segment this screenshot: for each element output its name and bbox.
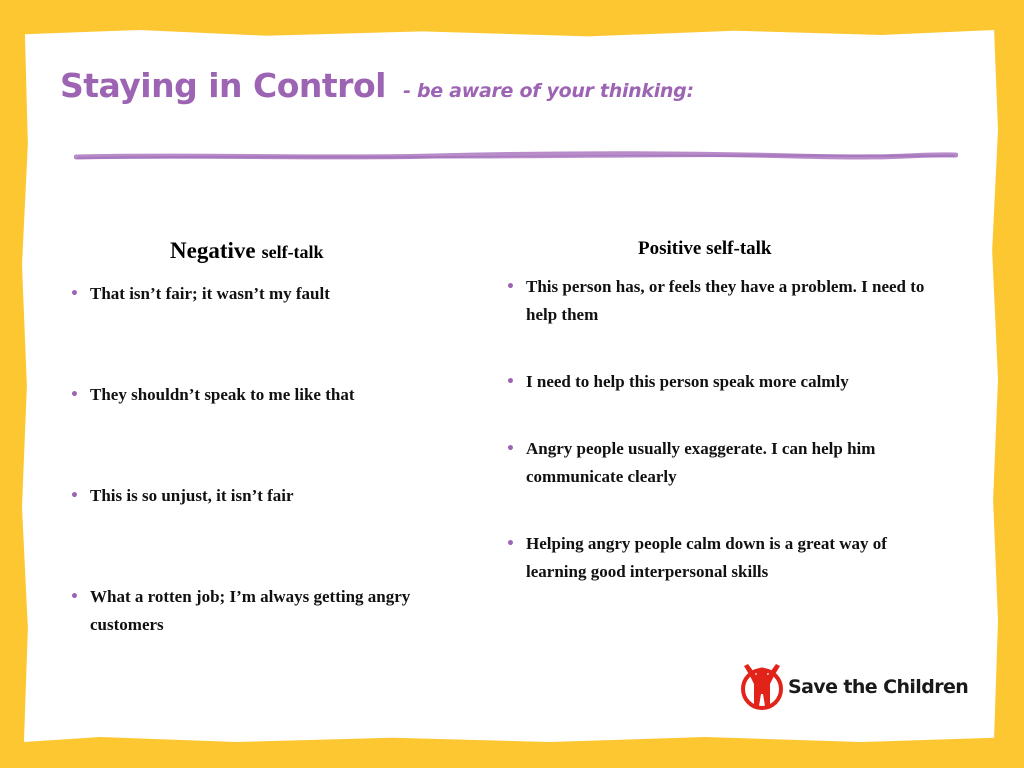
list-item xyxy=(506,368,936,396)
bullet-icon: • xyxy=(506,279,515,295)
negative-heading-strong: Negative xyxy=(170,238,256,263)
title-main: Staying in Control xyxy=(60,66,386,105)
negative-heading-rest: self-talk xyxy=(261,242,324,262)
bullet-icon: • xyxy=(506,441,515,457)
negative-heading xyxy=(170,238,324,265)
bullet-icon: • xyxy=(70,488,79,504)
negative-list xyxy=(70,280,470,712)
list-item-text: I need to help this person speak more calmly xyxy=(526,372,849,391)
title-divider xyxy=(74,148,958,164)
list-item-text: That isn’t fair; it wasn’t my fault xyxy=(90,284,330,303)
list-item xyxy=(70,583,470,639)
positive-heading: Positive self-talk xyxy=(638,238,772,259)
title-subtitle: - be aware of your thinking: xyxy=(403,80,694,102)
list-item xyxy=(70,381,470,409)
list-item-text: What a rotten job; I’m always getting angry customers xyxy=(90,587,411,634)
list-item xyxy=(506,273,936,329)
list-item xyxy=(70,280,470,308)
logo-text: Save the Children xyxy=(788,676,969,698)
save-the-children-icon xyxy=(740,662,786,712)
list-item xyxy=(506,435,936,491)
bullet-icon: • xyxy=(506,374,515,390)
slide-title xyxy=(60,66,694,105)
list-item-text: Helping angry people calm down is a great way of learning good interpersonal skills xyxy=(526,534,887,581)
list-item xyxy=(506,530,936,586)
bullet-icon: • xyxy=(506,536,515,552)
list-item-text: They shouldn’t speak to me like that xyxy=(90,385,355,404)
list-item-text: This is so unjust, it isn’t fair xyxy=(90,486,294,505)
positive-list xyxy=(506,273,936,625)
list-item-text: Angry people usually exaggerate. I can help him communicate clearly xyxy=(526,439,876,486)
list-item-text: This person has, or feels they have a problem. I need to help them xyxy=(526,277,925,324)
bullet-icon: • xyxy=(70,589,79,605)
bullet-icon: • xyxy=(70,286,79,302)
save-the-children-logo xyxy=(740,662,968,712)
bullet-icon: • xyxy=(70,387,79,403)
list-item xyxy=(70,482,470,510)
